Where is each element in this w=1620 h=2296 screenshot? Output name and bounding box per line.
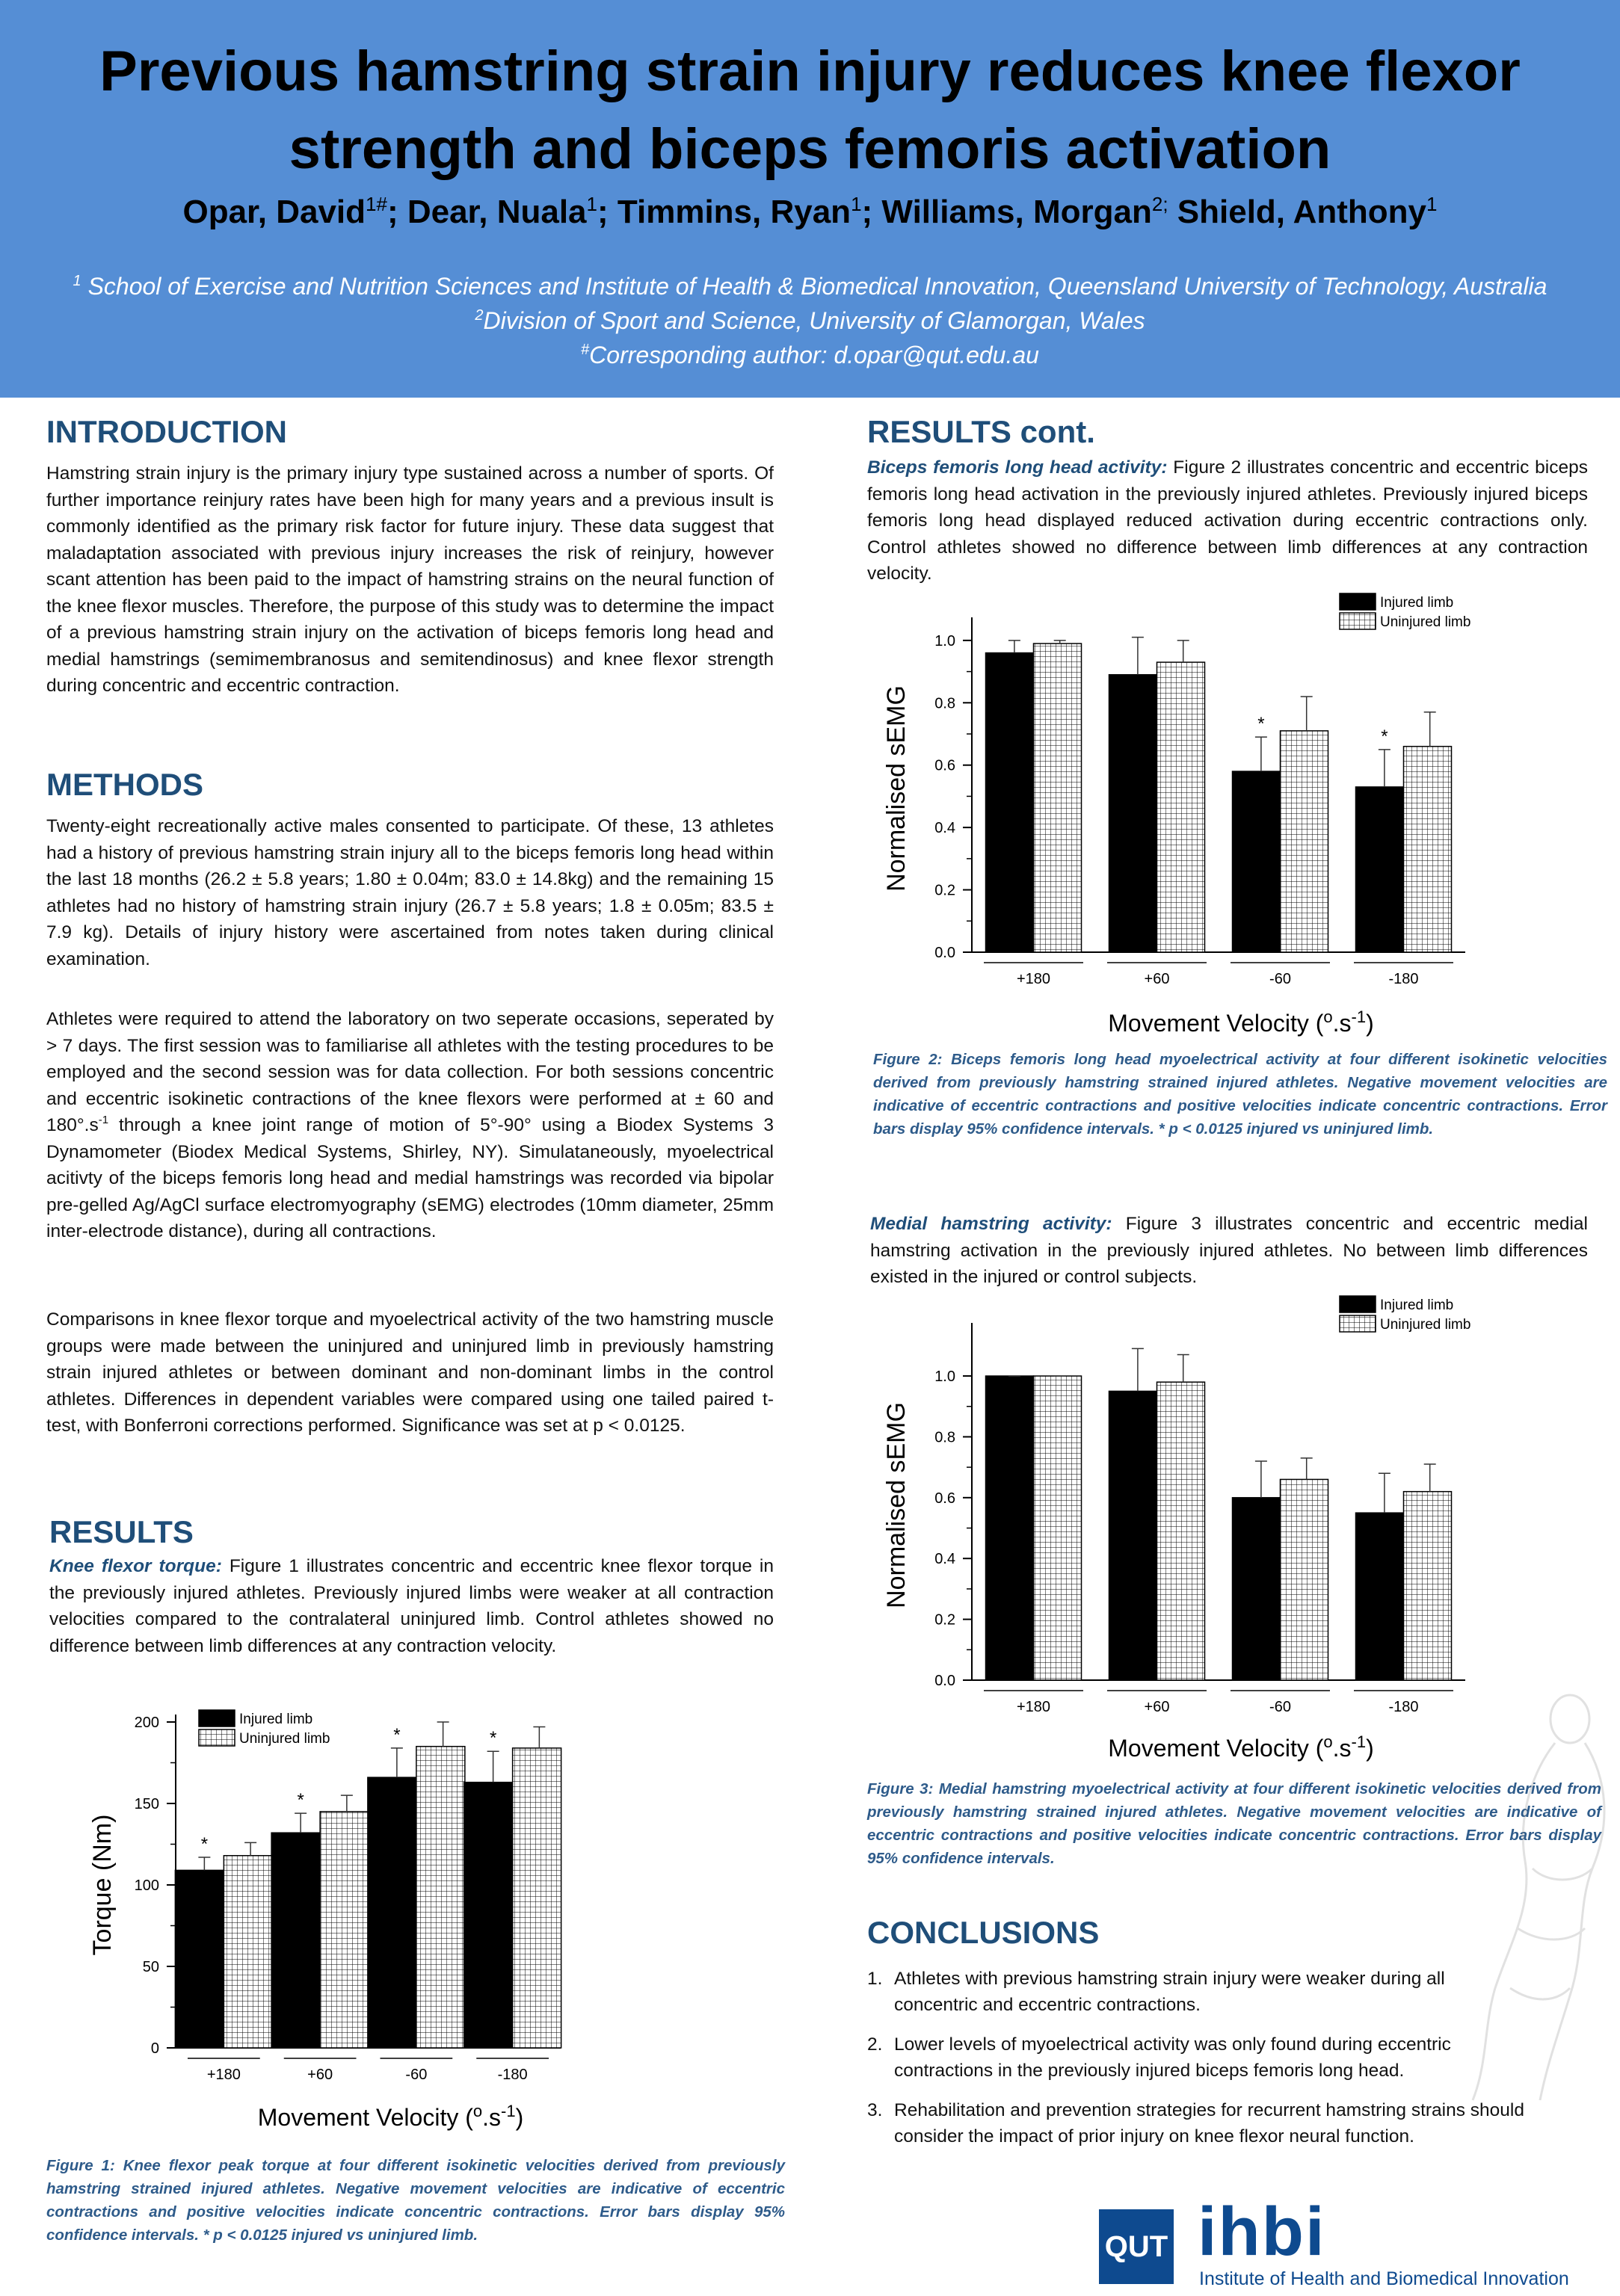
- results-bf-text: Biceps femoris long head activity: Figure 2 illustrates concentric and eccentric biceps femoris long head activation in the previously injured athletes. Previously injured biceps femoris long head displayed reduced activation during eccentric contractions only. Control athletes showed no difference between limb differences at any contraction velocity.: [867, 457, 1588, 584]
- y-tick-label: 200: [134, 1715, 159, 1731]
- y-tick-label: 0.8: [934, 1429, 955, 1446]
- bar-injured-limb: [1356, 787, 1404, 952]
- significance-marker: *: [297, 1790, 304, 1811]
- conclusions-heading: CONCLUSIONS: [867, 1915, 1100, 1950]
- significance-marker: *: [1381, 726, 1388, 747]
- conclusions-list: [867, 1966, 1525, 2163]
- bar-uninjured-limb: [1034, 644, 1082, 952]
- y-tick-label: 0.4: [934, 1551, 955, 1568]
- author-affiliation-mark: 1#: [366, 193, 387, 215]
- y-tick-label: 1.0: [934, 1368, 955, 1386]
- ihbi-logo-text: ihbi: [1198, 2194, 1326, 2270]
- author-name: Shield, Anthony: [1177, 194, 1427, 230]
- author-affiliation-mark: 1: [586, 193, 597, 215]
- bar-injured-limb: [464, 1783, 513, 2048]
- author-affiliation-mark: 2;: [1151, 193, 1168, 215]
- figure-3-caption: Figure 3: Medial hamstring myoelectrical activity at four different isokinetic velocities derived from previously hamstring strained injured athletes. Negative movement velocities are indicative of eccentric contractions and positive velocities indicate concentric contractions. Error bars display 95% confidence intervals.: [867, 1780, 1601, 1867]
- author-name: Opar, David: [182, 194, 366, 230]
- legend-swatch: [1340, 1296, 1376, 1312]
- x-tick-label: -60: [405, 2067, 428, 2083]
- legend-swatch: [199, 1710, 235, 1726]
- significance-marker: *: [1257, 714, 1265, 735]
- bar-injured-limb: [368, 1777, 416, 2048]
- bar-injured-limb: [1109, 675, 1157, 952]
- methods-heading: METHODS: [46, 767, 203, 802]
- results-cont-heading: RESULTS cont.: [867, 414, 1095, 449]
- figure-2-caption: Figure 2: Biceps femoris long head myoelectrical activity at four different isokinetic velocities derived from previously hamstring strained injured athletes. Negative movement velocities are indicative of eccentric contractions and positive velocities indicate concentric contractions. Error bars display 95% confidence intervals. * p < 0.0125 injured vs uninjured limb.: [873, 1051, 1607, 1138]
- x-tick-label: +180: [206, 2067, 241, 2083]
- bar-uninjured-limb: [224, 1856, 272, 2048]
- introduction-text: Hamstring strain injury is the primary injury type sustained across a number of sports. Of further importance reinjury rates have been high for many years and a previous insult is commonly identified as the primary risk factor for future injury. These data suggest that maladaptation associated with previous injury increases the risk of reinjury, however scant attention has been paid to the impact of hamstring strains on the neural function of the knee flexor muscles. Therefore, the purpose of this study was to determine the impact of a previous hamstring strain injury on the activation of biceps femoris long head and medial hamstrings (semimembranosus and semitendinosus) and knee flexor strength during concentric and eccentric contraction.: [46, 463, 774, 696]
- conclusion-item: 3. Rehabilitation and prevention strategies for recurrent hamstring strains should consider the impact of prior injury on knee flexor neural function.: [867, 2100, 1524, 2147]
- y-tick-label: 0: [150, 2040, 159, 2057]
- bar-injured-limb: [1109, 1391, 1157, 1680]
- results-text: Knee flexor torque: Figure 1 illustrates concentric and eccentric knee flexor torque in the previously injured athletes. Previously injured limbs were weaker at all contraction velocities compared to the contralateral uninjured limb. Control athletes showed no difference between limb differences at any contraction velocity.: [49, 1556, 774, 1656]
- bar-injured-limb: [1356, 1513, 1404, 1680]
- y-tick-label: 50: [142, 1959, 159, 1975]
- bar-injured-limb: [1233, 771, 1281, 952]
- ihbi-logo-subtitle: Institute of Health and Biomedical Innovation: [1199, 2268, 1569, 2289]
- x-tick-label: -180: [1388, 971, 1419, 987]
- bar-injured-limb: [271, 1833, 320, 2048]
- bar-uninjured-limb: [1281, 731, 1328, 952]
- y-tick-label: 100: [134, 1877, 159, 1894]
- legend-swatch: [1340, 1315, 1376, 1332]
- legend-label: Injured limb: [1380, 595, 1454, 611]
- significance-marker: *: [393, 1724, 401, 1745]
- author-list: Opar, David$^{1\#}$; Dear, Nuala$^1$; Timmins, Ryan$^1$; Williams, Morgan$^{2;}$ Shield, Anthony$^1$: [182, 193, 1438, 230]
- introduction-heading: INTRODUCTION: [46, 414, 287, 449]
- y-tick-label: 0.2: [934, 882, 955, 899]
- conclusion-item: 2. Lower levels of myoelectrical activity was only found during eccentric contractions in the previously injured biceps femoris long head.: [867, 2034, 1451, 2081]
- bar-injured-limb: [986, 653, 1034, 952]
- legend-swatch: [199, 1729, 235, 1746]
- y-axis-label: Normalised sEMG: [882, 685, 911, 892]
- y-tick-label: 1.0: [934, 632, 955, 649]
- legend-label: Injured limb: [1380, 1297, 1454, 1313]
- poster-header: [0, 0, 1620, 398]
- conclusion-item: 1. Athletes with previous hamstring strain injury were weaker during all concentric and eccentric contractions.: [867, 1969, 1445, 2015]
- author-affiliation-mark: 1: [1426, 193, 1438, 215]
- x-axis-label: Movement Velocity $(^o.s^{-1})$: [1108, 1007, 1374, 1037]
- qut-logo-mark: QUT: [1099, 2209, 1174, 2284]
- x-axis-label: Movement Velocity $(^o.s^{-1})$: [1108, 1732, 1374, 1762]
- x-tick-label: +60: [307, 2067, 333, 2083]
- x-tick-label: -180: [1388, 1699, 1419, 1715]
- affiliation-list: [0, 269, 1620, 372]
- legend-swatch: [1340, 613, 1376, 629]
- bar-uninjured-limb: [1404, 1492, 1452, 1680]
- bar-uninjured-limb: [1157, 1382, 1205, 1680]
- y-tick-label: 0.0: [934, 945, 955, 961]
- results-mh-text: Medial hamstring activity: Figure 3 illustrates concentric and eccentric medial hamstring activation in the previously injured athletes. No between limb differences existed in the injured or control subjects.: [870, 1214, 1588, 1287]
- methods-paragraph-1: Twenty-eight recreationally active males consented to participate. Of these, 13 athletes had a history of previous hamstring strain injury all to the biceps femoris long head within the last 18 months (26.2 ± 5.8 years; 1.80 ± 0.04m; 83.0 ± 14.8kg) and the remaining 15 athletes had no history of hamstring strain injury (26.7 ± 5.8 years; 1.8 ± 0.05m; 83.5 ± 7.9 kg). Details of injury history were ascertained from notes taken during clinical examination.: [46, 816, 774, 969]
- bar-uninjured-limb: [416, 1747, 465, 2048]
- x-tick-label: +60: [1144, 971, 1170, 987]
- legend-label: Uninjured limb: [1380, 614, 1471, 630]
- bar-injured-limb: [986, 1376, 1034, 1680]
- author-affiliation-mark: 1: [851, 193, 862, 215]
- bar-uninjured-limb: [1404, 747, 1452, 952]
- bar-uninjured-limb: [1157, 662, 1205, 952]
- bar-uninjured-limb: [320, 1812, 369, 2048]
- qut-ihbi-logo: [1099, 2194, 1607, 2290]
- results-heading: RESULTS: [49, 1514, 194, 1549]
- x-tick-label: +60: [1144, 1699, 1170, 1715]
- affiliation-line: $^1$ School of Exercise and Nutrition Sciences and Institute of Health & Biomedical Innovation, Queensland University of Technology, Australia: [73, 273, 1547, 300]
- y-tick-label: 0.2: [934, 1611, 955, 1629]
- x-axis-label: Movement Velocity $(^o.s^{-1})$: [257, 2102, 524, 2131]
- y-tick-label: 0.6: [934, 757, 955, 774]
- legend-swatch: [1340, 593, 1376, 610]
- author-name: Dear, Nuala: [407, 194, 587, 230]
- bar-uninjured-limb: [513, 1748, 561, 2048]
- legend-label: Uninjured limb: [239, 1731, 330, 1747]
- x-tick-label: -60: [1269, 1699, 1291, 1715]
- y-tick-label: 0.8: [934, 695, 955, 712]
- affiliation-line: $^2$Division of Sport and Science, University of Glamorgan, Wales: [475, 307, 1145, 334]
- figure-2-biceps-femoris-chart: [867, 583, 1480, 1046]
- bar-injured-limb: [1233, 1498, 1281, 1680]
- x-tick-label: +180: [1016, 1699, 1051, 1715]
- methods-paragraph-3: Comparisons in knee flexor torque and myoelectrical activity of the two hamstring muscle groups were made between the uninjured and uninjured limb in previously hamstring strain injured athletes or between dominant and non-dominant limbs in the control athletes. Differences in dependent variables were compared using one tailed paired t-test, with Bonferroni corrections performed. Significance was set at p < 0.0125.: [46, 1309, 774, 1436]
- figure-1-torque-chart: [75, 1692, 643, 2141]
- author-name: Timmins, Ryan: [617, 194, 851, 230]
- significance-marker: *: [200, 1833, 209, 1854]
- methods-paragraph-2: Athletes were required to attend the laboratory on two seperate occasions, seperated by > 7 days. The first session was to familiarise all athletes with the testing procedures to be employed and the second session was for data collection. For both sessions concentric and eccentric isokinetic contractions of the knee flexors were performed at ± 60 and $180^\circ.s^{-1}$ through a knee joint range of motion of 5°-90° using a Biodex Systems 3 Dynamometer (Biodex Medical Systems, Shirley, NY). Simulataneously, myoelectrical acitivty of the biceps femoris long head and medial hamstrings was recorded via bipolar pre-gelled Ag/AgCl surface electromyography (sEMG) electrodes (10mm diameter, 25mm inter-electrode distance), during all contractions.: [46, 1009, 774, 1241]
- author-name: Williams, Morgan: [881, 194, 1152, 230]
- affiliation-line: #Corresponding author: d.opar@qut.edu.au: [581, 342, 1039, 368]
- y-tick-label: 0.0: [934, 1673, 955, 1689]
- bar-injured-limb: [175, 1870, 224, 2048]
- x-tick-label: +180: [1016, 971, 1051, 987]
- legend-label: Uninjured limb: [1380, 1317, 1471, 1333]
- x-tick-label: -180: [497, 2067, 528, 2083]
- figure-1-caption: Figure 1: Knee flexor peak torque at four different isokinetic velocities derived from previously hamstring strained injured athletes. Negative movement velocities are indicative of eccentric contractions and positive velocities indicate concentric contractions. Error bars display 95% confidence intervals. * p < 0.0125 injured vs uninjured limb.: [46, 2157, 785, 2244]
- anatomy-watermark-image: [1465, 1689, 1615, 2108]
- figure-3-medial-hamstring-chart: [867, 1286, 1480, 1764]
- legend-label: Injured limb: [239, 1712, 313, 1727]
- y-axis-label: Torque (Nm): [88, 1814, 117, 1956]
- y-tick-label: 0.4: [934, 820, 955, 837]
- y-axis-label: Normalised sEMG: [882, 1402, 911, 1608]
- bar-uninjured-limb: [1281, 1479, 1328, 1680]
- significance-marker: *: [489, 1728, 497, 1749]
- y-tick-label: 150: [134, 1796, 159, 1812]
- y-tick-label: 0.6: [934, 1490, 955, 1507]
- poster-title: Previous hamstring strain injury reduces knee flexor strength and biceps femoris activation: [99, 40, 1521, 181]
- x-tick-label: -60: [1269, 971, 1291, 987]
- bar-uninjured-limb: [1034, 1376, 1082, 1680]
